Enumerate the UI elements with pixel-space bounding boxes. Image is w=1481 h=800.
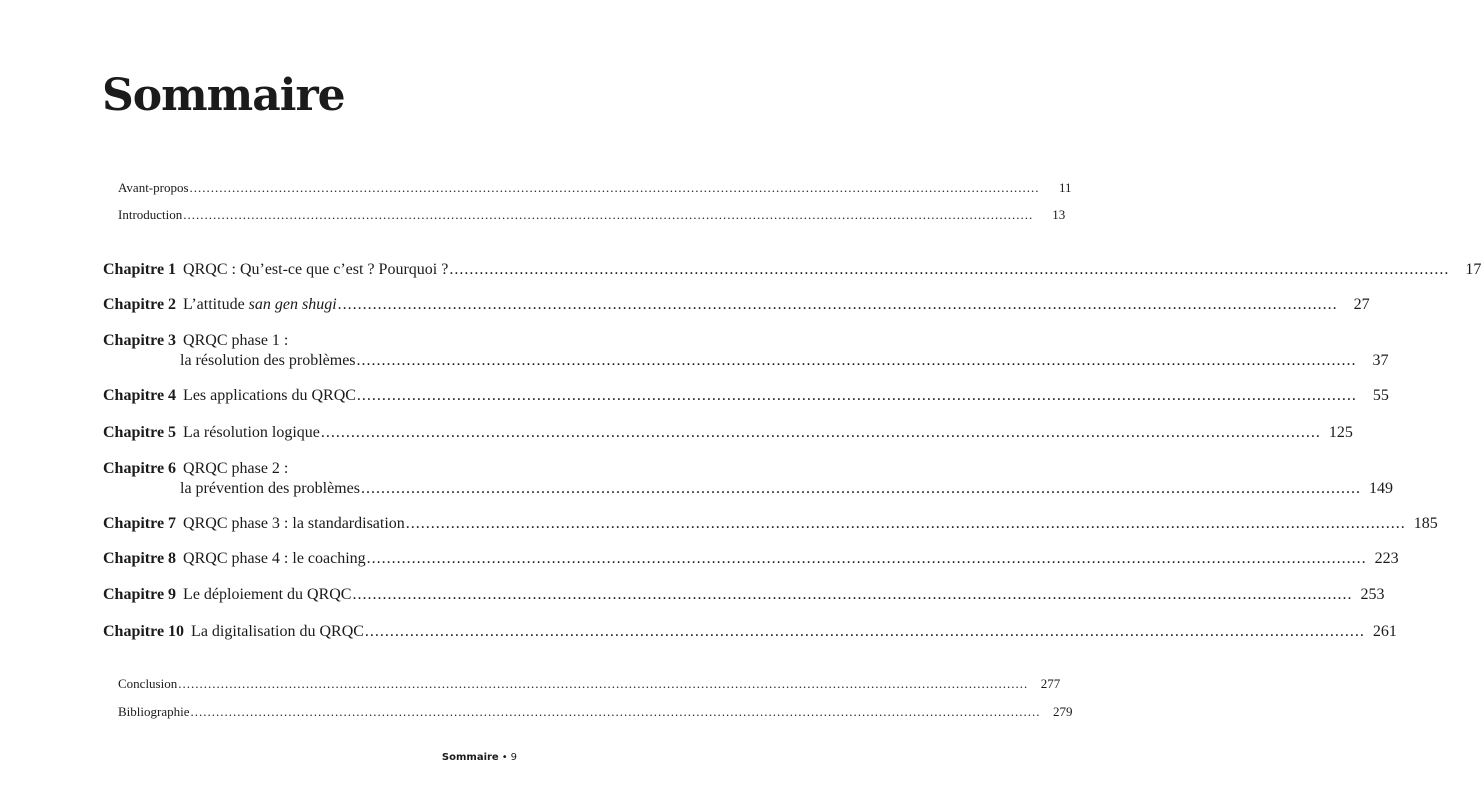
chapter-number: Chapitre 7 xyxy=(103,515,177,532)
leader-dots: ........................................................................................................................................................................................................ xyxy=(189,180,1040,195)
page-footer xyxy=(442,752,517,763)
footer-page-number: 9 xyxy=(510,752,517,763)
chapter-number: Chapitre 9 xyxy=(103,586,177,603)
footer-separator: • xyxy=(501,752,508,763)
toc-entry-introduction[interactable] xyxy=(118,205,1066,225)
toc-entry-chapitre-9[interactable] xyxy=(103,585,1385,605)
leader-dots: ........................................................................................................................................................................................................ xyxy=(366,550,1367,567)
footer-section-label: Sommaire xyxy=(441,752,499,763)
toc-entry-chapitre-4[interactable] xyxy=(103,386,1389,406)
chapter-number: Chapitre 10 xyxy=(103,623,185,640)
chapter-page: 37 xyxy=(1372,352,1389,369)
chapter-page: 125 xyxy=(1328,424,1353,441)
chapter-number: Chapitre 2 xyxy=(103,296,177,313)
toc-entry-page: 13 xyxy=(1052,207,1066,222)
toc-entry-page: 277 xyxy=(1040,676,1061,691)
toc-entry-page: 11 xyxy=(1059,180,1072,195)
chapter-page: 27 xyxy=(1353,296,1370,313)
leader-dots: ........................................................................................................................................................................................................ xyxy=(364,623,1365,640)
chapter-title: Le déploiement du QRQC xyxy=(183,586,352,603)
chapter-page: 17 xyxy=(1465,261,1481,278)
chapter-title-line1: QRQC phase 2 : xyxy=(183,460,289,477)
chapter-number: Chapitre 5 xyxy=(103,424,177,441)
toc-entry-chapitre-10[interactable] xyxy=(103,622,1397,642)
leader-dots: ........................................................................................................................................................................................................ xyxy=(360,480,1361,497)
toc-entry-label: Conclusion xyxy=(118,676,178,691)
chapter-page: 253 xyxy=(1360,586,1385,603)
leader-dots: ........................................................................................................................................................................................................ xyxy=(183,207,1034,222)
chapter-number: Chapitre 6 xyxy=(103,460,177,477)
chapter-title-prefix: L’attitude xyxy=(183,296,249,313)
chapter-title xyxy=(183,295,337,315)
toc-entry-bibliographie[interactable] xyxy=(118,702,1073,722)
chapter-page: 149 xyxy=(1368,480,1393,497)
leader-dots: ........................................................................................................................................................................................................ xyxy=(352,586,1353,603)
toc-entry-chapitre-5[interactable] xyxy=(103,423,1353,443)
leader-dots: ........................................................................................................................................................................................................ xyxy=(356,352,1357,369)
chapter-title: QRQC phase 4 : le coaching xyxy=(183,550,366,567)
leader-dots: ........................................................................................................................................................................................................ xyxy=(405,515,1406,532)
leader-dots: ........................................................................................................................................................................................................ xyxy=(320,424,1321,441)
chapter-title: la prévention des problèmes xyxy=(180,480,360,497)
chapter-number: Chapitre 8 xyxy=(103,550,177,567)
chapter-page: 185 xyxy=(1413,515,1438,532)
chapter-title: La digitalisation du QRQC xyxy=(191,623,364,640)
leader-dots: ........................................................................................................................................................................................................ xyxy=(337,296,1338,313)
toc-entry-chapitre-1[interactable] xyxy=(103,260,1481,280)
chapter-title: QRQC phase 3 : la standardisation xyxy=(183,515,405,532)
toc-entry-label: Introduction xyxy=(118,207,183,222)
toc-entry-chapitre-7[interactable] xyxy=(103,514,1438,534)
chapter-number: Chapitre 4 xyxy=(103,387,177,404)
chapter-page: 261 xyxy=(1372,623,1397,640)
toc-entry-chapitre-8[interactable] xyxy=(103,549,1399,569)
leader-dots: ........................................................................................................................................................................................................ xyxy=(178,676,1029,691)
toc-entry-label: Avant-propos xyxy=(118,180,189,195)
page-title: Sommaire xyxy=(102,70,345,121)
chapter-page: 55 xyxy=(1372,387,1389,404)
toc-entry-chapitre-3-line2[interactable] xyxy=(180,351,1389,371)
toc-entry-avant-propos[interactable] xyxy=(118,178,1072,198)
chapter-title-line1: QRQC phase 1 : xyxy=(183,332,289,349)
leader-dots: ........................................................................................................................................................................................................ xyxy=(356,387,1357,404)
chapter-title: La résolution logique xyxy=(183,424,320,441)
toc-entry-conclusion[interactable] xyxy=(118,674,1061,694)
toc-entry-chapitre-6[interactable] xyxy=(103,459,496,479)
chapter-title-emphasis: san gen shugi xyxy=(248,296,337,313)
toc-entry-page: 279 xyxy=(1053,704,1073,719)
toc-entry-chapitre-6-line2[interactable] xyxy=(180,479,1393,499)
chapter-page: 223 xyxy=(1374,550,1399,567)
toc-entry-label: Bibliographie xyxy=(118,704,190,719)
toc-entry-chapitre-3[interactable] xyxy=(103,331,496,351)
toc-entry-chapitre-2[interactable] xyxy=(103,295,1370,315)
leader-dots: ........................................................................................................................................................................................................ xyxy=(190,704,1041,719)
chapter-title: la résolution des problèmes xyxy=(180,352,356,369)
chapter-title: Les applications du QRQC xyxy=(183,387,356,404)
chapter-title: QRQC : Qu’est-ce que c’est ? Pourquoi ? xyxy=(183,261,449,278)
chapter-number: Chapitre 3 xyxy=(103,332,177,349)
chapter-number: Chapitre 1 xyxy=(103,261,177,278)
leader-dots: ........................................................................................................................................................................................................ xyxy=(449,261,1450,278)
